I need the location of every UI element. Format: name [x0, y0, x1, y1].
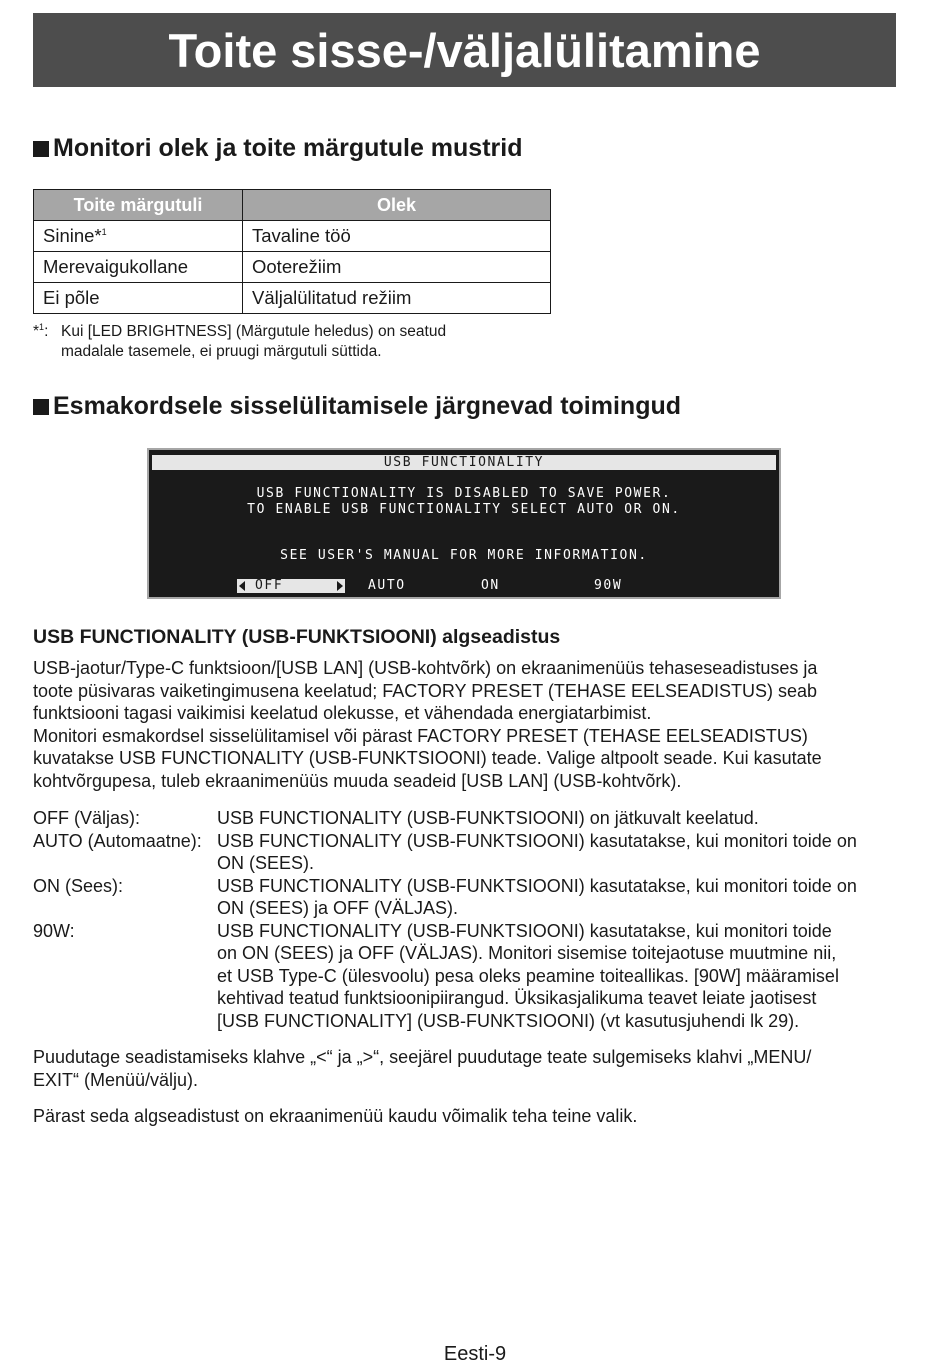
- osd-options: [149, 578, 779, 594]
- table-cell-indicator: Ei põle: [34, 283, 243, 314]
- definition-on: ON (Sees): USB FUNCTIONALITY (USB-FUNKTSIOONI) kasutatakse, kui monitori toide on ON (SEES) ja OFF (VÄLJAS).: [33, 875, 857, 918]
- osd-option-auto[interactable]: AUTO: [368, 578, 406, 593]
- footnote-line-1: Kui [LED BRIGHTNESS] (Märgutule heledus) on seatud: [61, 323, 447, 340]
- osd-message-line-3: SEE USER'S MANUAL FOR MORE INFORMATION.: [280, 548, 648, 563]
- definition-auto: AUTO (Automaatne): USB FUNCTIONALITY (USB-FUNKTSIOONI) kasutatakse, kui monitori toide on ON (SEES).: [33, 830, 857, 873]
- osd-option-on[interactable]: ON: [481, 578, 500, 593]
- left-arrow-icon: [239, 581, 245, 591]
- table-header-row: [34, 190, 551, 221]
- osd-option-90w[interactable]: 90W: [594, 578, 623, 593]
- table-cell-indicator: Merevaigukollane: [34, 252, 243, 283]
- footnote-mark: *$^1$:: [33, 321, 49, 340]
- section-heading-text: Esmakordsele sisselülitamisele järgnevad toimingud: [53, 392, 682, 420]
- table-cell-indicator: Sinine*$^1$: [34, 221, 243, 252]
- section-heading-text: Monitori olek ja toite märgutule mustrid: [53, 134, 523, 162]
- section-heading-first-power-on: [33, 392, 681, 421]
- footnote: [33, 322, 446, 362]
- intro-paragraph: USB-jaotur/Type-C funktsioon/[USB LAN] (USB-kohtvõrk) on ekraanimenüüs tehaseseadistuses ja toote püsivaras vaiketingimusena keelatud; FACTORY PRESET (TEHASE EELSEADISTUS) seab funktsiooni tagasi vaikimisi keelatud olekusse, et vähendada energiatarbimist. Monitori esmakordsel sisselülitamisel või pärast FACTORY PRESET (TEHASE EELSEADISTUS) kuvatakse USB FUNCTIONALITY (USB-FUNKTSIOONI) teade. Valige altpoolt seade. Kui kasutate kohtvõrgupesa, tuleb ekraanimenüüs muuda seadeid [USB LAN] (USB-kohtvõrk).: [33, 658, 822, 791]
- closing-paragraph: Pärast seda algseadistust on ekraanimenüü kaudu võimalik teha teine valik.: [33, 1106, 638, 1126]
- osd-usb-functionality-screen: [147, 448, 781, 599]
- option-definitions: [33, 807, 903, 1032]
- table-cell-state: Väljalülitatud režiim: [243, 283, 551, 314]
- osd-message-line-1: USB FUNCTIONALITY IS DISABLED TO SAVE POWER.: [256, 486, 672, 501]
- table-header-state: Olek: [243, 190, 551, 221]
- page-title: Toite sisse-/väljalülitamine: [33, 13, 896, 87]
- osd-header: USB FUNCTIONALITY: [152, 455, 776, 470]
- osd-message-line-2: TO ENABLE USB FUNCTIONALITY SELECT AUTO OR ON.: [247, 502, 681, 517]
- table-row: [34, 221, 551, 252]
- table-header-indicator: Toite märgutuli: [34, 190, 243, 221]
- table-cell-state: Tavaline töö: [243, 221, 551, 252]
- indicator-status-table: [33, 189, 551, 314]
- instructions-paragraph: Puudutage seadistamiseks klahve „<“ ja „>“, seejärel puudutage teate sulgemiseks klahvi „MENU/ EXIT“ (Menüü/välju).: [33, 1047, 812, 1090]
- usb-functionality-subheading: USB FUNCTIONALITY (USB-FUNKTSIOONI) algseadistus: [33, 626, 561, 648]
- table-row: [34, 252, 551, 283]
- table-row: [34, 283, 551, 314]
- bullet-square-icon: [33, 399, 49, 415]
- section-heading-indicator-patterns: [33, 134, 522, 163]
- osd-option-off-selected[interactable]: OFF: [237, 579, 345, 593]
- right-arrow-icon: [337, 581, 343, 591]
- table-cell-state: Ooterežiim: [243, 252, 551, 283]
- page-number: Eesti-9: [443, 1343, 507, 1365]
- definition-off: OFF (Väljas): USB FUNCTIONALITY (USB-FUNKTSIOONI) on jätkuvalt keelatud.: [33, 808, 759, 828]
- footnote-line-2: madalale tasemele, ei pruugi märgutuli süttida.: [61, 343, 382, 360]
- definition-90w: 90W: USB FUNCTIONALITY (USB-FUNKTSIOONI) kasutatakse, kui monitori toide on ON (SEES) ja OFF (VÄLJAS). Monitori sisemise toitejaotuse muutmine nii, et USB Type-C (ülesvoolu) pesa oleks peamine toiteallikas. [90W] määramisel kehtivad teatud funktsioonipiirangud. Üksikasjalikuma teavet leiate jaotisest [USB FUNCTIONALITY] (USB-FUNKTSIOONI) (vt kasutusjuhendi lk 29).: [33, 920, 839, 1031]
- bullet-square-icon: [33, 141, 49, 157]
